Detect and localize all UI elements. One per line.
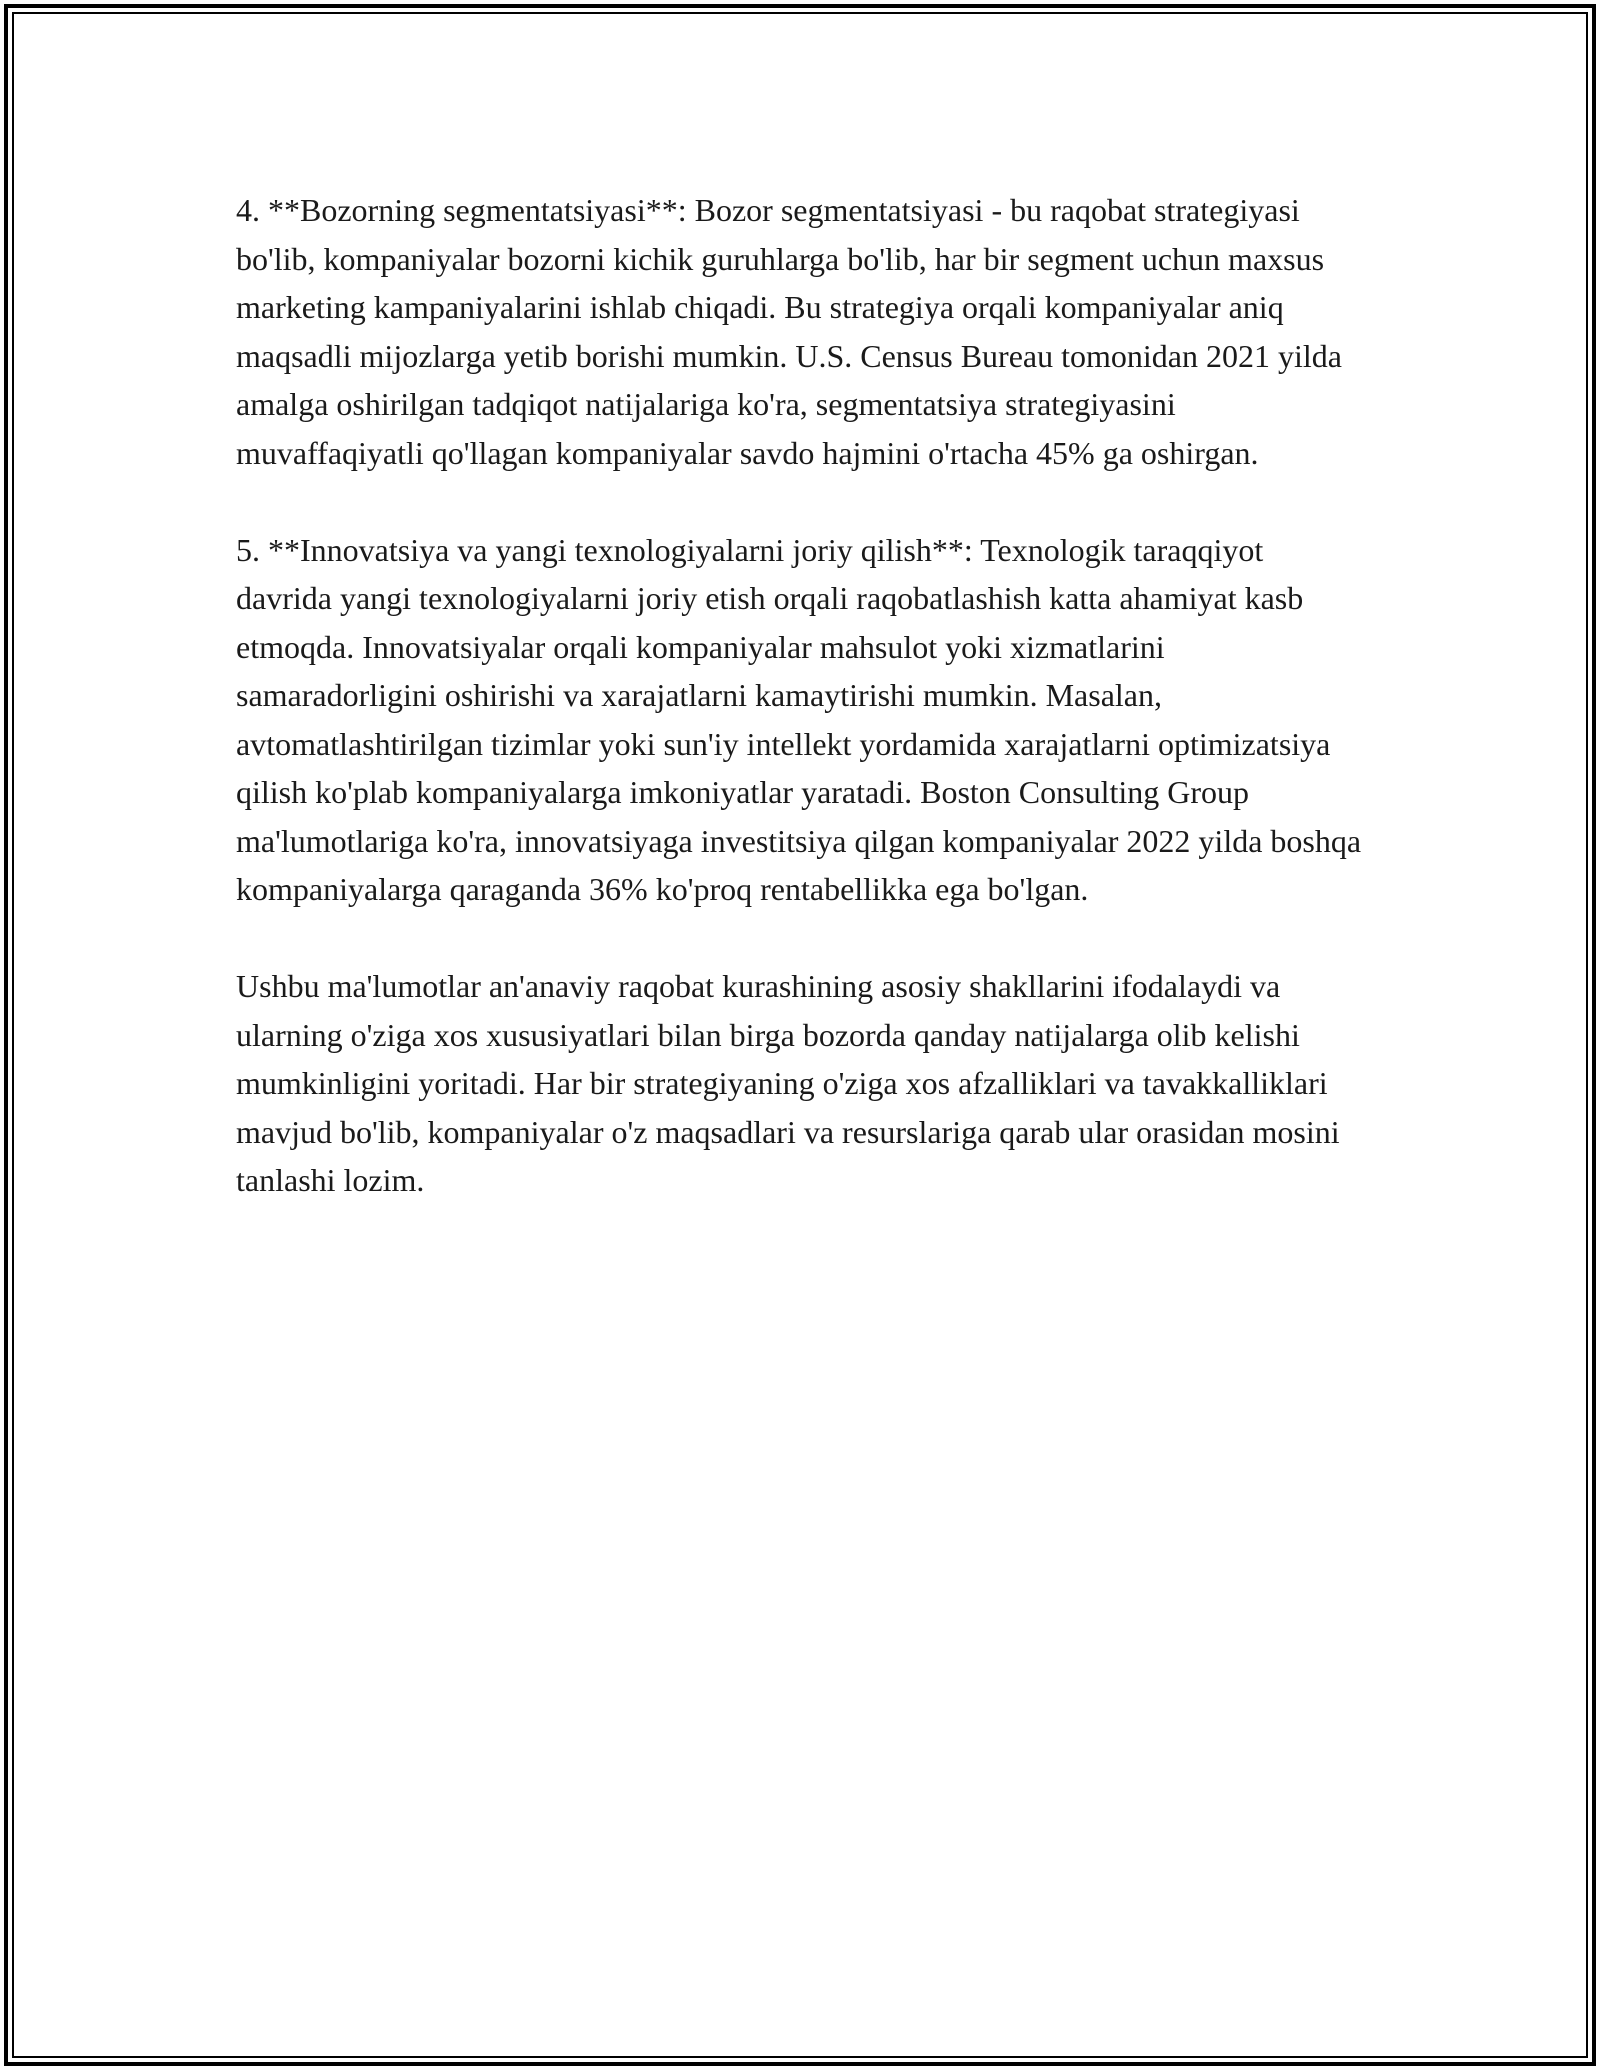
paragraph-market-segmentation: 4. **Bozorning segmentatsiyasi**: Bozor segmentatsiyasi - bu raqobat strategiyasi bo'lib, kompaniyalar bozorni kichik guruhlarga bo'lib, har bir segment uchun maxsus marketing kampaniyalarini ishlab chiqadi. Bu strategiya orqali kompaniyalar aniq maqsadli mijozlarga yetib borishi mumkin. U.S. Census Bureau tomonidan 2021 yilda amalga oshirilgan tadqiqot natijalariga ko'ra, segmentatsiya strategiyasini muvaffaqiyatli qo'llagan kompaniyalar savdo hajmini o'rtacha 45% ga oshirgan.: [236, 192, 1342, 471]
document-body: [236, 186, 1366, 1205]
paragraph-innovation: 5. **Innovatsiya va yangi texnologiyalarni joriy qilish**: Texnologik taraqqiyot davrida yangi texnologiyalarni joriy etish orqali raqobatlashish katta ahamiyat kasb etmoqda. Innovatsiyalar orqali kompaniyalar mahsulot yoki xizmatlarini samaradorligini oshirishi va xarajatlarni kamaytirishi mumkin. Masalan, avtomatlashtirilgan tizimlar yoki sun'iy intellekt yordamida xarajatlarni optimizatsiya qilish ko'plab kompaniyalarga imkoniyatlar yaratadi. Boston Consulting Group ma'lumotlariga ko'ra, innovatsiyaga investitsiya qilgan kompaniyalar 2022 yilda boshqa kompaniyalarga qaraganda 36% ko'proq rentabellikka ega bo'lgan.: [236, 531, 1362, 907]
paragraph-conclusion: Ushbu ma'lumotlar an'anaviy raqobat kurashining asosiy shakllarini ifodalaydi va ularning o'ziga xos xususiyatlari bilan birga bozorda qanday natijalarga olib kelishi mumkinligini yoritadi. Har bir strategiyaning o'ziga xos afzalliklari va tavakkalliklari mavjud bo'lib, kompaniyalar o'z maqsadlari va resurslariga qarab ular orasidan mosini tanlashi lozim.: [236, 968, 1340, 1198]
